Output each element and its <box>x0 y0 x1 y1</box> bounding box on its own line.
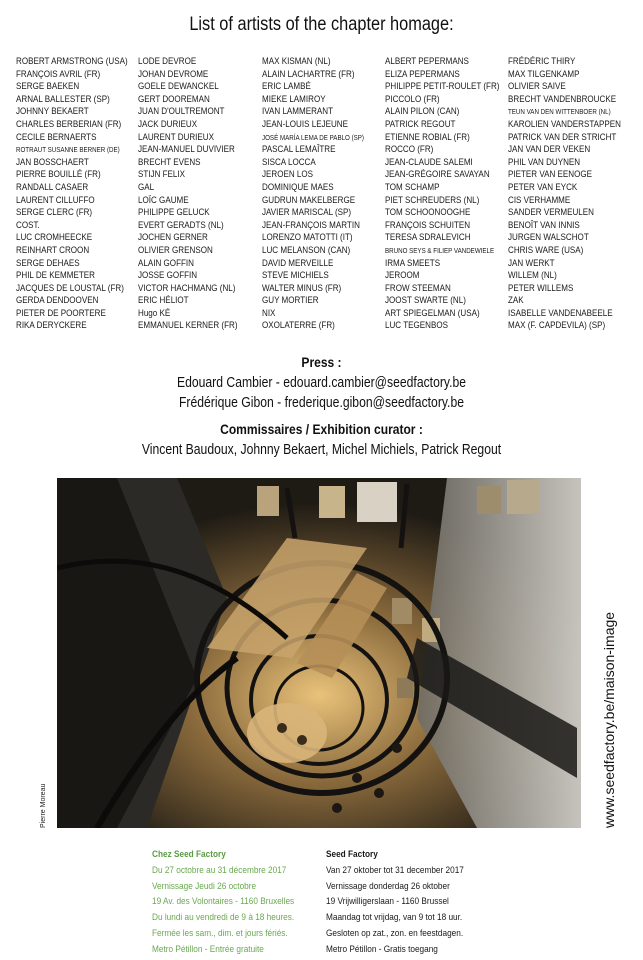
artist-name: ALAIN GOFFIN <box>138 257 194 269</box>
venue-heading: Chez Seed Factory <box>152 848 226 859</box>
venue-info-line: Maandag tot vrijdag, van 9 tot 18 uur. <box>326 911 463 923</box>
artist-name: WALTER MINUS (FR) <box>262 282 342 294</box>
artist-name: Hugo KÉ <box>138 307 171 319</box>
artist-name: SANDER VERMEULEN <box>508 207 594 219</box>
artist-name: ETIENNE ROBIAL (FR) <box>385 131 470 143</box>
artist-name: TOM SCHAMP <box>385 181 440 193</box>
venue-info-line: Fermée les sam., dim. et jours fériés. <box>152 926 288 938</box>
artist-name: JEAN-FRANÇOIS MARTIN <box>262 219 360 231</box>
artist-name: IVAN LAMMERANT <box>262 106 334 118</box>
artist-name: PIETER VAN EENOGE <box>508 169 593 181</box>
staircase-illustration <box>57 478 581 828</box>
artist-name: STEVE MICHIELS <box>262 270 329 282</box>
artist-name: ARNAL BALLESTER (SP) <box>16 93 110 105</box>
artist-name: MAX (F. CAPDEVILA) (SP) <box>508 320 606 332</box>
venue-info-line: Gesloten op zat., zon. en feestdagen. <box>326 926 464 938</box>
artist-name: FRANÇOIS AVRIL (FR) <box>16 68 101 80</box>
artist-name: NIX <box>262 307 276 319</box>
artist-name: FRÉDÉRIC THIRY <box>508 56 576 67</box>
artist-name: JAVIER MARISCAL (SP) <box>262 207 352 219</box>
artist-name: JEROOM <box>385 270 420 282</box>
artist-name: ALAIN LACHARTRE (FR) <box>262 68 355 80</box>
artist-name: FRANÇOIS SCHUITEN <box>385 219 471 231</box>
artist-name: ROCCO (FR) <box>385 144 434 156</box>
artist-column-2 <box>138 56 260 333</box>
artist-column-5 <box>508 56 630 333</box>
artist-column-4 <box>385 56 507 333</box>
artist-name: JEROEN LOS <box>262 169 314 181</box>
artist-name: JACK DURIEUX <box>138 118 198 130</box>
venue-info-line: Van 27 oktober tot 31 december 2017 <box>326 863 464 875</box>
artist-name: PETER VAN EYCK <box>508 181 578 193</box>
artist-name: STIJN FELIX <box>138 169 186 181</box>
artist-name: RIKA DERYCKERE <box>16 320 87 332</box>
venue-info-line: Vernissage Jeudi 26 octobre <box>152 879 257 891</box>
press-heading: Press : <box>301 354 342 370</box>
venue-info-line: Du lundi au vendredi de 9 à 18 heures. <box>152 911 295 923</box>
press-contact: Edouard Cambier - edouard.cambier@seedfactory.be <box>176 375 467 391</box>
artist-name: JOOST SWARTE (NL) <box>385 295 466 307</box>
artist-name: CIS VERHAMME <box>508 194 571 206</box>
artist-name: EMMANUEL KERNER (FR) <box>138 320 238 332</box>
artist-name: OLIVIER SAIVE <box>508 81 566 93</box>
artist-name: BENOÎT VAN INNIS <box>508 219 580 231</box>
artist-name: PHIL DE KEMMETER <box>16 270 95 282</box>
artist-name: JOCHEN GERNER <box>138 232 208 244</box>
artist-name: DAVID MERVEILLE <box>262 257 334 269</box>
artist-name: PIET SCHREUDERS (NL) <box>385 194 480 206</box>
artist-name: DOMINIQUE MAES <box>262 181 334 193</box>
artist-name: BRECHT VANDENBROUCKE <box>508 93 617 105</box>
artist-name: ELIZA PEPERMANS <box>385 68 460 80</box>
artist-name: MIEKE LAMIROY <box>262 93 326 105</box>
artist-name: WILLEM (NL) <box>508 270 557 282</box>
artist-name: PATRICK REGOUT <box>385 118 456 130</box>
artist-name: IRMA SMEETS <box>385 257 441 269</box>
artist-name: LUC TEGENBOS <box>385 320 448 332</box>
artist-name: GOELE DEWANCKEL <box>138 81 219 93</box>
artist-name: TOM SCHOONOOGHE <box>385 207 471 219</box>
artist-name: GUDRUN MAKELBERGE <box>262 194 356 206</box>
artist-name: LAURENT DURIEUX <box>138 131 214 143</box>
venue-info-line: Vernissage donderdag 26 oktober <box>326 879 450 891</box>
venue-info-line: 19 Vrijwilligerslaan - 1160 Brussel <box>326 895 449 907</box>
artist-name: CECILE BERNAERTS <box>16 131 97 143</box>
artist-name: JOSÉ MARÍA LEMA DE PABLO (SP) <box>262 132 365 142</box>
artist-name: PATRICK VAN DER STRICHT <box>508 131 617 143</box>
artist-name: REINHART CROON <box>16 244 90 256</box>
artist-name: JEAN-GRÉGOIRE SAVAYAN <box>385 169 490 181</box>
artist-name: LUC MELANSON (CAN) <box>262 244 351 256</box>
artist-name: COST. <box>16 219 40 231</box>
venue-info-line: 19 Av. des Volontaires - 1160 Bruxelles <box>152 895 295 907</box>
artist-name: VICTOR HACHMANG (NL) <box>138 282 236 294</box>
photo-credit: Pierre Moreau <box>40 783 47 828</box>
artist-name: PIERRE BOUILLÉ (FR) <box>16 169 101 181</box>
artist-name: TERESA SDRALEVICH <box>385 232 471 244</box>
artist-name: LODE DEVROE <box>138 56 197 67</box>
artist-name: SERGE CLERC (FR) <box>16 207 93 219</box>
page-title: List of artists of the chapter homage: <box>189 14 454 35</box>
artist-name: PHILIPPE PETIT-ROULET (FR) <box>385 81 500 93</box>
artist-name: JEAN-MANUEL DUVIVIER <box>138 144 235 156</box>
artist-name: PIETER DE POORTERE <box>16 307 106 319</box>
artist-column-1 <box>16 56 138 333</box>
artist-name: PETER WILLEMS <box>508 282 574 294</box>
artist-name: MAX TILGENKAMP <box>508 68 580 80</box>
artist-name: RANDALL CASAER <box>16 181 89 193</box>
artist-name: JUAN D'OULTREMONT <box>138 106 225 118</box>
venue-info-line: Du 27 octobre au 31 décembre 2017 <box>152 863 287 875</box>
artist-name: CHARLES BERBERIAN (FR) <box>16 118 122 130</box>
artist-name: ROTRAUT SUSANNE BERNER (DE) <box>16 145 120 155</box>
artist-name: PASCAL LEMAÎTRE <box>262 144 336 156</box>
artist-name: LAURENT CILLUFFO <box>16 194 95 206</box>
artist-name: ERIC LAMBÉ <box>262 81 311 93</box>
curator-heading: Commissaires / Exhibition curator : <box>220 421 423 437</box>
artist-name: PHILIPPE GELUCK <box>138 207 210 219</box>
press-contact: Frédérique Gibon - frederique.gibon@seedfactory.be <box>178 395 464 411</box>
artist-name: PICCOLO (FR) <box>385 93 440 105</box>
artist-name: BRUNO SEYS & FILIEP VANDEWIELE <box>385 245 495 255</box>
artist-name: ART SPIEGELMAN (USA) <box>385 307 480 319</box>
venue-info-fr <box>152 846 322 957</box>
artist-name: SERGE BAEKEN <box>16 81 80 93</box>
artist-list <box>16 56 636 346</box>
artist-name: JEAN-LOUIS LEJEUNE <box>262 118 348 130</box>
artist-name: SERGE DEHAES <box>16 257 80 269</box>
artist-name: JAN BOSSCHAERT <box>16 156 89 168</box>
venue-info-line: Metro Pétillon - Entrée gratuite <box>152 942 264 954</box>
venue-info-nl <box>326 846 526 957</box>
venue-info-line: Metro Pétillon - Gratis toegang <box>326 942 438 954</box>
artist-name: ZAK <box>508 295 524 307</box>
artist-name: ALBERT PEPERMANS <box>385 56 469 67</box>
artist-name: TEUN VAN DEN WITTENBOER (NL) <box>508 107 611 117</box>
artist-name: ALAIN PILON (CAN) <box>385 106 460 118</box>
artist-name: JOHNNY BEKAERT <box>16 106 89 118</box>
artist-name: JEAN-CLAUDE SALEMI <box>385 156 473 168</box>
artist-name: JOSSE GOFFIN <box>138 270 198 282</box>
venue-heading: Seed Factory <box>326 848 378 859</box>
artist-name: MAX KISMAN (NL) <box>262 56 331 67</box>
artist-name: KAROLIEN VANDERSTAPPEN <box>508 118 622 130</box>
artist-name: GAL <box>138 181 155 193</box>
artist-name: LOÏC GAUME <box>138 194 189 206</box>
artist-name: JAN WERKT <box>508 257 555 269</box>
artist-name: PHIL VAN DUYNEN <box>508 156 581 168</box>
artist-name: BRECHT EVENS <box>138 156 201 168</box>
artist-name: ROBERT ARMSTRONG (USA) <box>16 56 128 67</box>
artist-name: JACQUES DE LOUSTAL (FR) <box>16 282 124 294</box>
artist-name: SISCA LOCCA <box>262 156 316 168</box>
exhibition-photo <box>57 478 581 828</box>
website-url[interactable]: www.seedfactory.be/maison-image <box>601 611 617 828</box>
artist-name: JURGEN WALSCHOT <box>508 232 589 244</box>
artist-name: JOHAN DEVROME <box>138 68 209 80</box>
artist-name: ISABELLE VANDENABEELE <box>508 307 613 319</box>
curator-names: Vincent Baudoux, Johnny Bekaert, Michel Michiels, Patrick Regout <box>141 442 502 458</box>
artist-name: FROW STEEMAN <box>385 282 451 294</box>
artist-name: EVERT GERADTS (NL) <box>138 219 224 231</box>
artist-column-3 <box>262 56 384 333</box>
artist-name: JAN VAN DER VEKEN <box>508 144 591 156</box>
artist-name: LORENZO MATOTTI (IT) <box>262 232 353 244</box>
artist-name: GERT DOOREMAN <box>138 93 210 105</box>
artist-name: CHRIS WARE (USA) <box>508 244 584 256</box>
artist-name: GERDA DENDOOVEN <box>16 295 99 307</box>
artist-name: LUC CROMHEECKE <box>16 232 93 244</box>
artist-name: ERIC HÉLIOT <box>138 295 189 307</box>
artist-name: OXOLATERRE (FR) <box>262 320 335 332</box>
artist-name: OLIVIER GRENSON <box>138 244 213 256</box>
artist-name: GUY MORTIER <box>262 295 319 307</box>
